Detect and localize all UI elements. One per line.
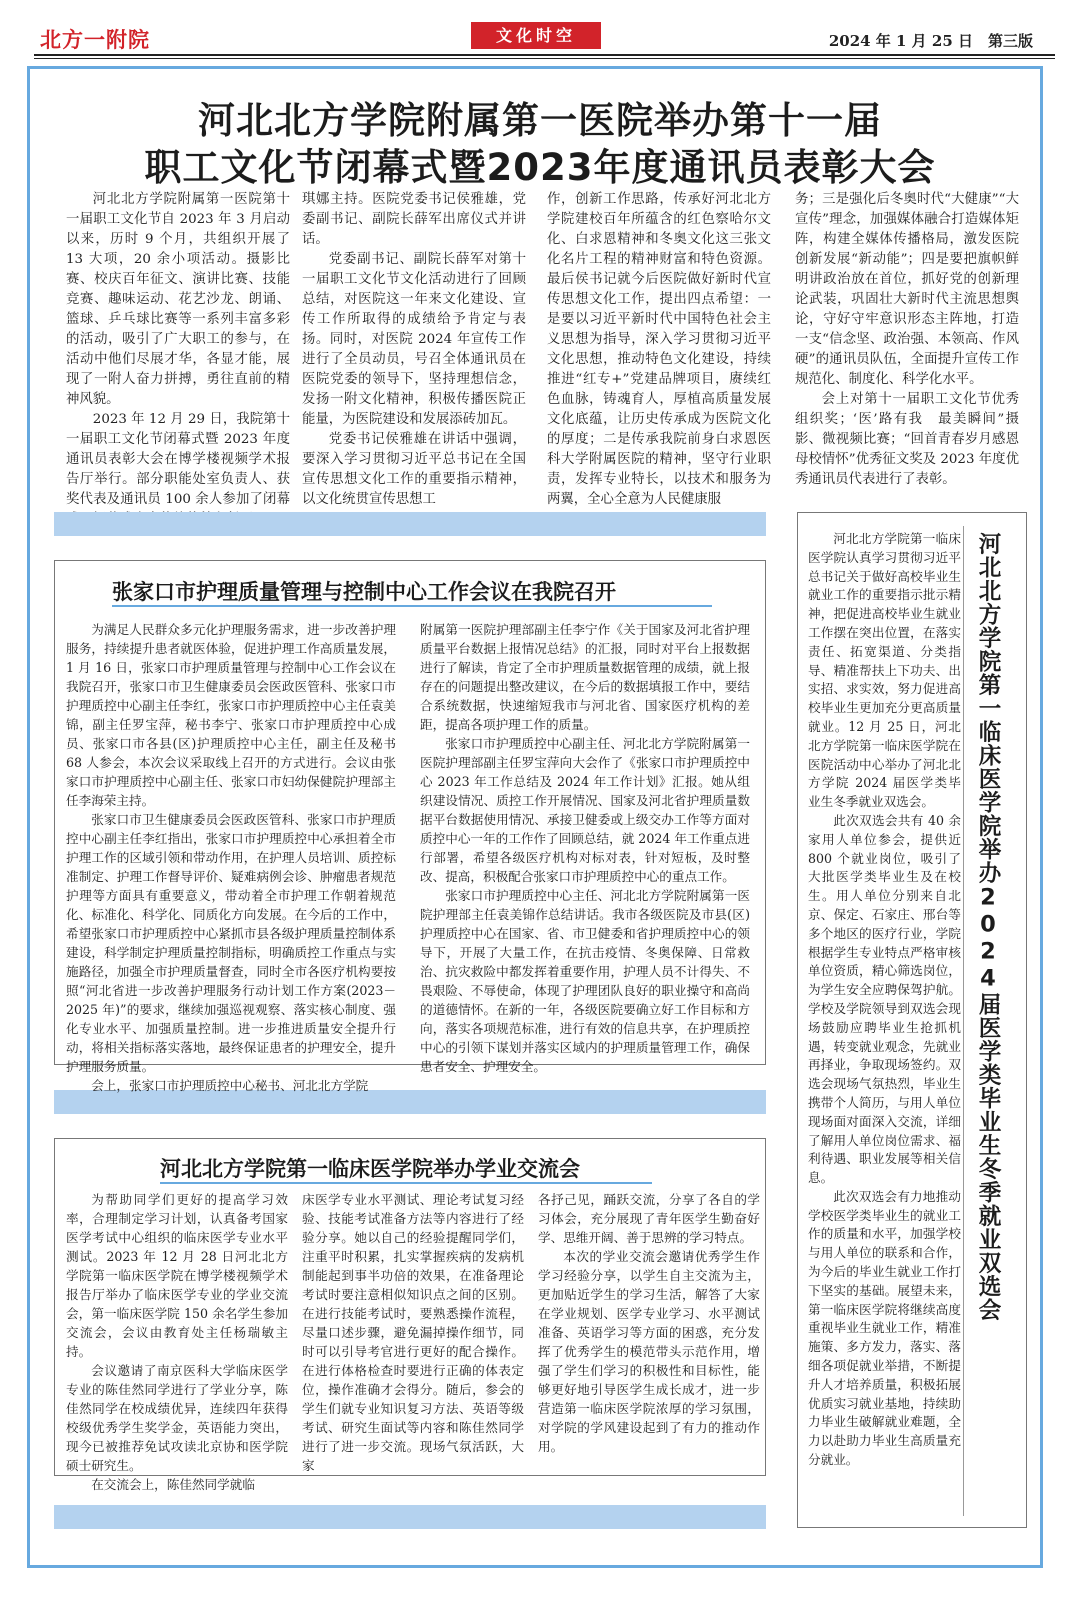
paragraph: 作，创新工作思路，传承好河北北方学院建校百年所蕴含的红色察哈尔文化、白求恩精神和冬奥文化这三张文化名片工程的精神财富和特色资源。最后侯书记就今后医院做好新时代宣传思想文化工作，提出四点希望：一是要以习近平新时代中国特色社会主义思想为指导，深入学习贯彻习近平文化思想，推动特色文化建设，持续推进“红专+”党建品牌项目，赓续红色血脉，铸魂育人，厚植高质量发展文化底蕴，让历史传承成为医院文化的厚度；二是传承我院前身白求恩医科大学附属医院的精神，坚守行业职责，发挥专业特长，以技术和服务为两翼，全心全意为人民健康服 xyxy=(547,192,771,507)
sidebar-divider xyxy=(963,526,964,1516)
paragraph: 床医学专业水平测试、理论考试复习经验、技能考试准备方法等内容进行了经验分享。她以自己的经验提醒同学们，注重平时积累，扎实掌握疾病的发病机制能起到事半功倍的效果，在准备理论考试时要注意相似知识点之间的区别。在进行技能考试时，要熟悉操作流程，尽量口述步骤，避免漏掉操作细节，同时可以引导考官进行更好的配合操作。在进行体格检查时要进行正确的体表定位，操作准确才会得分。随后，参会的学生们就专业知识复习方法、英语等级考试、研究生面试等内容和陈佳然同学进行了进一步交流。现场气氛活跃，大家 xyxy=(302,1192,524,1473)
paragraph: 河北北方学院第一临床医学院认真学习贯彻习近平总书记关于做好高校毕业生就业工作的重要指示批示精神，把促进高校毕业生就业工作摆在突出位置，在落实责任、拓宽渠道、分类指导、精准帮扶上下功夫、出实招、求实效，努力促进高校毕业生更加充分更高质量就业。12 月 25 日，河北北方学院第一临床医学院在医院活动中心举办了河北北方学院 2024 届医学类毕业生冬季就业双选会。 xyxy=(808,531,961,810)
nursing-column-2 xyxy=(420,620,750,1074)
header-rule xyxy=(34,54,1055,56)
separator-band xyxy=(54,1505,766,1529)
paragraph: 会上对第十一届职工文化节优秀组织奖；‘医’路有我 最美瞬间”摄影、微视频比赛；“回首青春岁月感恩母校情怀”优秀征文奖及 2023 年度优秀通讯员代表进行了表彰。 xyxy=(795,392,1019,487)
paragraph: 务；三是强化后冬奥时代“大健康”“大宣传”理念，加强媒体融合打造媒体矩阵，构建全媒体传播格局，激发医院创新发展“新动能”；四是要把旗帜鲜明讲政治放在首位，抓好党的创新理论武装，巩固壮大新时代主流思想舆论，守好守牢意识形态主阵地，打造一支“信念坚、政治强、本领高、作风硬”的通讯员队伍，全面提升宣传工作规范化、制度化、科学化水平。 xyxy=(795,192,1019,387)
paragraph: 琪娜主持。医院党委书记侯雅雄，党委副书记、副院长薛军出席仪式并讲话。 xyxy=(302,192,526,247)
paragraph: 2023 年 12 月 29 日，我院第十一届职工文化节闭幕式暨 2023 年度通讯员表彰大会在博学楼视频学术报告厅举行。部分职能处室负责人、获奖代表及通讯员 100 余人参加了闭幕 xyxy=(66,412,290,507)
academic-article-title: 河北北方学院第一临床医学院举办学业交流会 xyxy=(160,1157,580,1181)
header-rule-thin xyxy=(34,58,1055,59)
sidebar-article-title: 河北北方学院第一临床医学院举办2024届医学类毕业生冬季就业双选会 xyxy=(975,532,1001,1322)
separator-band xyxy=(54,512,766,536)
lead-column-2 xyxy=(302,190,526,507)
paragraph: 会议邀请了南京医科大学临床医学专业的陈佳然同学进行了学业分享，陈佳然同学在校成绩优异，连续四年获得校级优秀学生奖学金，英语能力突出，现今已被推荐免试攻读北京协和医学院硕士研究生。 xyxy=(66,1363,288,1473)
paragraph: 张家口市护理质控中心主任、河北北方学院附属第一医院护理部主任袁美锦作总结讲话。我市各级医院及市县(区)护理质控中心在国家、省、市卫健委和省护理质控中心的领导下，开展了大量工作，在抗击疫情、冬奥保障、日常救治、抗灾救险中都发挥着重要作用，护理人员不计得失、不畏艰险、不辱使命，体现了护理团队良好的职业操守和高尚的道德情怀。在新的一年，各级医院要确立好工作目标和方向，落实各项规范标准，进行有效的信息共享，在护理质控中心的引领下谋划并落实区域内的护理质量管理工作，确保患者安全、护理安全。 xyxy=(420,888,750,1074)
academic-column-3 xyxy=(538,1190,760,1466)
paragraph: 为满足人民群众多元化护理服务需求，进一步改善护理服务，持续提升患者就医体验，促进护理工作高质量发展，1 月 16 日，张家口市护理质量管理与控制中心工作会议在我院召开，张家口市卫生健康委员会医政医管科、张家口市护理质控中心副主任李红，张家口市护理质控中心主任袁美锦，副主任罗宝萍，秘书李宁、张家口市护理质控中心成员、张家口市各县(区)护理质控中心主任，副主任及秘书 68 人参会，本次会议采取线上召开的方式进行。会议由张家口市护理质控中心副主任、张家口市妇幼保健院护理部主任李海荣主持。 xyxy=(66,622,396,808)
paragraph: 在交流会上，陈佳然同学就临 xyxy=(91,1477,255,1492)
academic-column-2 xyxy=(302,1190,524,1473)
nursing-article-title: 张家口市护理质量管理与控制中心工作会议在我院召开 xyxy=(112,580,616,604)
paragraph: 此次双选会共有 40 余家用人单位参会，提供近 800 个就业岗位，吸引了大批医学类毕业生及在校生。用人单位分别来自北京、保定、石家庄、邢台等多个地区的医疗行业，学院根据学生专业特点严格审核单位资质，精心筛选岗位，为学生安全应聘保驾护航。学校及学院领导到双选会现场鼓励应聘毕业生抢抓机遇，转变就业观念，先就业再择业，争取现场签约。双选会现场气氛热烈，毕业生携带个人简历，与用人单位现场面对面深入交流，详细了解用人单位岗位需求、福利待遇、职业发展等相关信息。 xyxy=(808,812,961,1186)
paragraph: 附属第一医院护理部副主任李宁作《关于国家及河北省护理质量平台数据上报情况总结》的汇报，同时对平台上报数据进行了解读，肯定了全市护理质量数据管理的成绩，就上报存在的问题提出整改建议，在今后的数据填报工作中，要结合系统数据，快速缩短我市与河北省、国家医疗机构的差距，提高各项护理工作的质量。 xyxy=(420,622,750,732)
nursing-column-1 xyxy=(66,620,396,1093)
title-underline xyxy=(112,605,712,607)
sidebar-article-body xyxy=(808,530,961,1520)
lead-headline-line2: 职工文化节闭幕式暨2023年度通讯员表彰大会 xyxy=(144,146,936,189)
lead-column-3 xyxy=(547,190,771,507)
paragraph: 会上，张家口市护理质控中心秘书、河北北方学院 xyxy=(91,1078,369,1093)
lead-column-4 xyxy=(795,190,1019,485)
lead-headline-line1: 河北北方学院附属第一医院举办第十一届 xyxy=(198,99,882,142)
lead-column-1 xyxy=(66,190,290,507)
paragraph: 此次双选会有力地推动学校医学类毕业生的就业工作的质量和水平，加强学校与用人单位的联系和合作，为今后的毕业生就业工作打下坚实的基础。展望未来，第一临床医学院将继续高度重视毕业生就业工作，精准施策、多方发力，落实、落细各项促就业举措，不断提升人才培养质量，积极拓展优质实习就业基地，持续助力毕业生破解就业难题，全力以赴助力毕业生高质量充分就业。 xyxy=(808,1188,961,1468)
issue-date: 2024 年 1 月 25 日 第三版 xyxy=(828,32,1033,50)
paragraph: 本次的学业交流会邀请优秀学生作学习经验分享，以学生自主交流为主，更加贴近学生的学习生活，解答了大家在学业规划、医学专业学习、水平测试准备、英语学习等方面的困惑，充分发挥了优秀学生的模范带头示范作用，增强了学生们学习的积极性和目标性，能够更好地引导医学生成长成才，进一步营造第一临床医学院浓厚的学习氛围，对学院的学风建设起到了有力的推动作用。 xyxy=(538,1249,760,1454)
paragraph: 党委书记侯雅雄在讲话中强调，要深入学习贯彻习近平总书记在全国宣传思想文化工作的重要指示精神，以文化统贯宣传思想工 xyxy=(302,432,526,507)
paragraph: 为帮助同学们更好的提高学习效率，合理制定学习计划，认真备考国家医学考试中心组织的临床医学专业水平测试。2023 年 12 月 28 日河北北方学院第一临床医学院在博学楼视频学术报告厅举办了临床医学专业的学业交流会，第一临床医学院 150 余名学生参加交流会，会议由教育处主任杨瑞敏主持。 xyxy=(66,1192,288,1359)
paragraph: 张家口市护理质控中心副主任、河北北方学院附属第一医院护理部副主任罗宝萍向大会作了《张家口市护理质控中心 2023 年工作总结及 2024 年工作计划》汇报。她从组织建设情况、质控工作开展情况、国家及河北省护理质量数据平台数据使用情况、承接卫健委或上级交办工作等方面对质控中心一年的工作作了回顾总结，就 2024 年工作重点进行部署，希望各级医疗机构对标对表，针对短板，及时整改、提高，积极配合张家口市护理质控中心的重点工作。 xyxy=(420,736,750,884)
paragraph: 张家口市卫生健康委员会医政医管科、张家口市护理质控中心副主任李红指出，张家口市护理质控中心承担着全市护理工作的区域引领和带动作用，在护理人员培训、质控标准制定、护理工作督导评价、疑难病例会诊、肿瘤患者规范护理等方面具有重要意义，带动着全市护理工作朝着规范化、标准化、科学化、同质化方向发展。在今后的工作中，希望张家口市护理质控中心紧抓市县各级护理质量控制体系建设，科学制定护理质量控制指标，明确质控工作重点与实施路径，加强全市护理质量督查，同时全市各医疗机构要按照“河北省进一步改善护理服务行动计划工作方案(2023－2025 年)”的要求，继续加强巡视观察、落实核心制度、强化专业水平、加强质量控制。进一步推进质量安全提升行动，将相关指标落实落地，最终保证患者的护理安全，提升护理服务质量。 xyxy=(66,812,396,1074)
masthead-name: 北方一附院 xyxy=(40,28,150,52)
academic-column-1 xyxy=(66,1190,288,1492)
paragraph: 党委副书记、副院长薛军对第十一届职工文化节文化活动进行了回顾总结，对医院这一年来文化建设、宣传工作所取得的成绩给予肯定与表扬。同时，对医院 2024 年宣传工作进行了全员动员，号召全体通讯员在医院党委的领导下，坚持理想信念，发扬一附文化精神，积极传播医院正能量，为医院建设和发展添砖加瓦。 xyxy=(302,252,526,427)
section-badge: 文化时空 xyxy=(471,22,601,49)
paragraph: 各抒己见，踊跃交流，分享了各自的学习体会，充分展现了青年医学生勤奋好学、思维开阔、善于思辨的学习特点。 xyxy=(538,1192,760,1245)
paragraph: 河北北方学院附属第一医院第十一届职工文化节自 2023 年 3 月启动以来，历时 9 个月，共组织开展了 13 大项，20 余小项活动。摄影比赛、校庆百年征文、演讲比赛、技能竞赛、趣味运动、花艺沙龙、朗诵、篮球、乒乓球比赛等一系列丰富多彩的活动，吸引了广大职工的参与，在活动中他们尽展才华，各显才能，展现了一附人奋力拼搏，勇往直前的精神风貌。 xyxy=(66,192,290,407)
title-underline xyxy=(160,1182,652,1184)
